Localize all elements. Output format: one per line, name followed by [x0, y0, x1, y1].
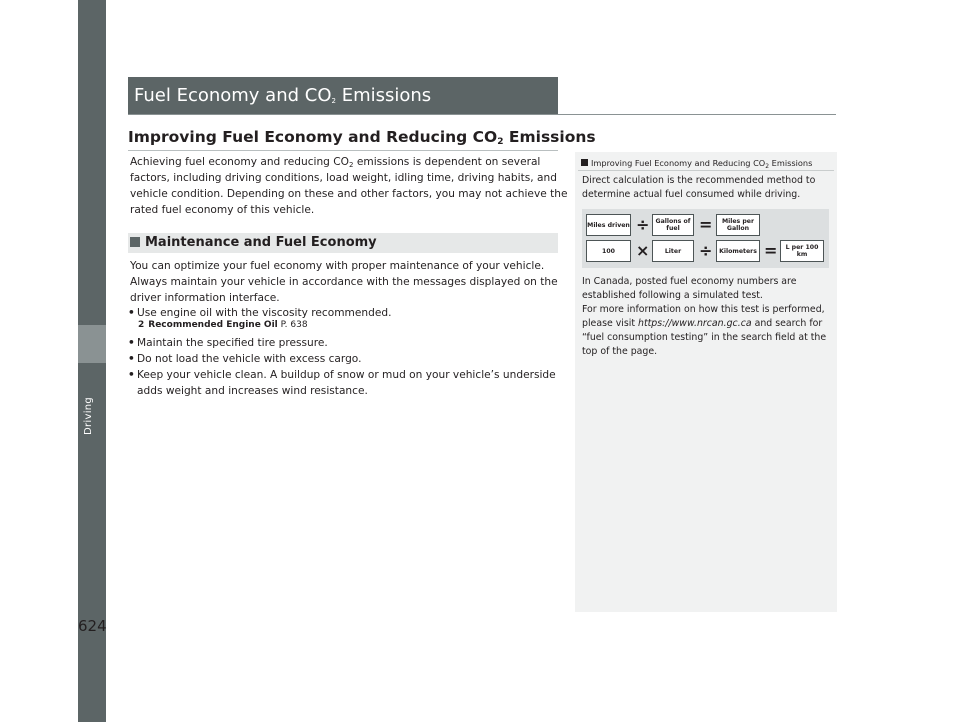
divide-icon: ÷ [699, 241, 713, 260]
bullet-tire-pressure: • Maintain the specified tire pressure. [128, 337, 328, 349]
kilometers-box: Kilometers [716, 240, 760, 262]
intro-line-2: factors, including driving conditions, load weight, idling time, driving habits, and [130, 172, 557, 184]
equals-icon: = [699, 215, 713, 234]
square-bullet-icon [130, 237, 140, 247]
sidebar-canada-line-4: please visit https://www.nrcan.gc.ca and search for [582, 318, 823, 329]
l-per-100km-box: L per 100 km [780, 240, 824, 262]
sidebar-canada-line-2: established following a simulated test. [582, 290, 763, 301]
bullet-engine-oil: • Use engine oil with the viscosity recommended. [128, 307, 392, 319]
sidebar-direct-line-1: Direct calculation is the recommended method to [582, 175, 816, 186]
nrcan-link[interactable]: https://www.nrcan.gc.ca [638, 318, 752, 329]
hundred-box: 100 [586, 240, 631, 262]
gallons-of-fuel-box: Gallons of fuel [652, 214, 694, 236]
section-tab-marker [78, 325, 106, 363]
sidebar-canada-line-3: For more information on how this test is performed, [582, 304, 825, 315]
sidebar-rule [578, 170, 834, 171]
equals-icon: = [764, 241, 778, 260]
sidebar-canada-line-5: “fuel consumption testing” in the search field at the [582, 332, 827, 343]
maintenance-subheading: Maintenance and Fuel Economy [128, 233, 558, 253]
fuel-formula-diagram [582, 209, 829, 268]
section-heading: Improving Fuel Economy and Reducing $CO_2$ Emissions [128, 128, 596, 147]
intro-line-3: vehicle condition. Depending on these and other factors, you may not achieve the [130, 188, 568, 200]
maintenance-line-1: You can optimize your fuel economy with proper maintenance of your vehicle. [130, 260, 545, 272]
page-title: Fuel Economy and $CO_2$ Emissions [128, 77, 558, 115]
bullet-keep-clean-cont: adds weight and increases wind resistance. [137, 385, 368, 397]
maintenance-line-2: Always maintain your vehicle in accordance with the messages displayed on the [130, 276, 558, 288]
sidebar-heading: Improving Fuel Economy and Reducing $CO_2$ Emissions [581, 158, 812, 170]
cross-reference-icon: 2 [138, 320, 145, 330]
miles-per-gallon-box: Miles per Gallon [716, 214, 760, 236]
bullet-dot-icon: • [128, 353, 135, 365]
bullet-keep-clean: • Keep your vehicle clean. A buildup of snow or mud on your vehicle’s underside [128, 369, 556, 381]
bullet-dot-icon: • [128, 337, 135, 349]
intro-line-4: rated fuel economy of this vehicle. [130, 204, 315, 216]
section-tab-label: Driving [83, 396, 94, 435]
times-icon: × [636, 241, 650, 260]
heading-rule [128, 150, 558, 151]
sidebar-direct-line-2: determine actual fuel consumed while driving. [582, 189, 801, 200]
miles-driven-box: Miles driven [586, 214, 631, 236]
liter-box: Liter [652, 240, 694, 262]
engine-oil-xref[interactable]: 2 Recommended Engine Oil P. 638 [138, 320, 308, 330]
bullet-dot-icon: • [128, 369, 135, 381]
intro-line-1: Achieving fuel economy and reducing $CO_2$ emissions is dependent on several [130, 156, 541, 169]
title-rule [128, 114, 836, 115]
note-marker-icon [581, 159, 588, 166]
bullet-dot-icon: • [128, 307, 135, 319]
sidebar-canada-line-6: top of the page. [582, 346, 658, 357]
page-number: 624 [78, 617, 107, 635]
sidebar-canada-line-1: In Canada, posted fuel economy numbers are [582, 276, 797, 287]
bullet-excess-cargo: • Do not load the vehicle with excess cargo. [128, 353, 362, 365]
divide-icon: ÷ [636, 215, 650, 234]
maintenance-line-3: driver information interface. [130, 292, 280, 304]
